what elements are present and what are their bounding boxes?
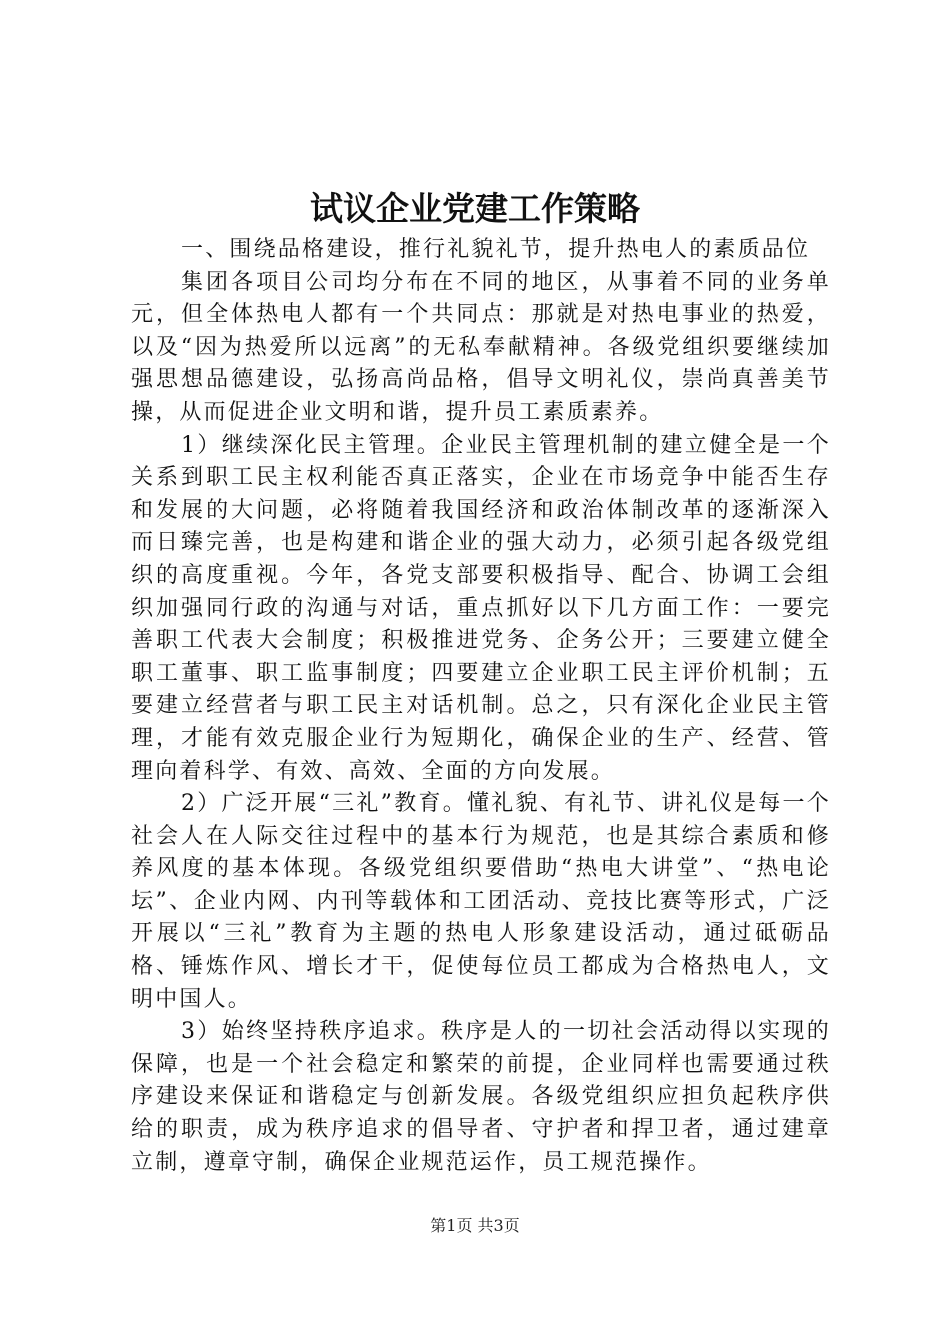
document-title: 试议企业党建工作策略: [310, 189, 640, 228]
section-heading: 一、围绕品格建设，推行礼貌礼节，提升热电人的素质品位: [181, 237, 811, 262]
document-body: [131, 234, 831, 1179]
paragraph-order-pursuit: 3）始终坚持秩序追求。秩序是人的一切社会活动得以实现的保障，也是一个社会稳定和繁荣的前提，企业同样也需要通过秩序建设来保证和谐稳定与创新发展。各级党组织应担负起秩序供给的职责，成为秩序追求的倡导者、守护者和捍卫者，通过建章立制，遵章守制，确保企业规范运作，员工规范操作。: [131, 1019, 831, 1175]
paragraph-democratic-management: 1）继续深化民主管理。企业民主管理机制的建立健全是一个关系到职工民主权利能否真正落实，企业在市场竞争中能否生存和发展的大问题，必将随着我国经济和政治体制改革的逐渐深入而日臻完善，也是构建和谐企业的强大动力，必须引起各级党组织的高度重视。今年，各党支部要积极指导、配合、协调工会组织加强同行政的沟通与对话，重点抓好以下几方面工作：一要完善职工代表大会制度；积极推进党务、企务公开；三要建立健全职工董事、职工监事制度；四要建立企业职工民主评价机制；五要建立经营者与职工民主对话机制。总之，只有深化企业民主管理，才能有效克服企业行为短期化，确保企业的生产、经营、管理向着科学、有效、高效、全面的方向发展。: [131, 432, 831, 784]
paragraph-three-courtesies: 2）广泛开展“三礼”教育。懂礼貌、有礼节、讲礼仪是每一个社会人在人际交往过程中的基本行为规范，也是其综合素质和修养风度的基本体现。各级党组织要借助“热电大讲堂”、“热电论坛”、企业内网、内刊等载体和工团活动、竞技比赛等形式，广泛开展以“三礼”教育为主题的热电人形象建设活动，通过砥砺品格、锤炼作风、增长才干，促使每位员工都成为合格热电人，文明中国人。: [131, 791, 831, 1012]
page-footer: 第1页 共3页: [430, 1216, 520, 1235]
paragraph-intro: 集团各项目公司均分布在不同的地区，从事着不同的业务单元，但全体热电人都有一个共同点：那就是对热电事业的热爱，以及“因为热爱所以远离”的无私奉献精神。各级党组织要继续加强思想品德建设，弘扬高尚品格，倡导文明礼仪，崇尚真善美节操，从而促进企业文明和谐，提升员工素质素养。: [131, 269, 831, 425]
